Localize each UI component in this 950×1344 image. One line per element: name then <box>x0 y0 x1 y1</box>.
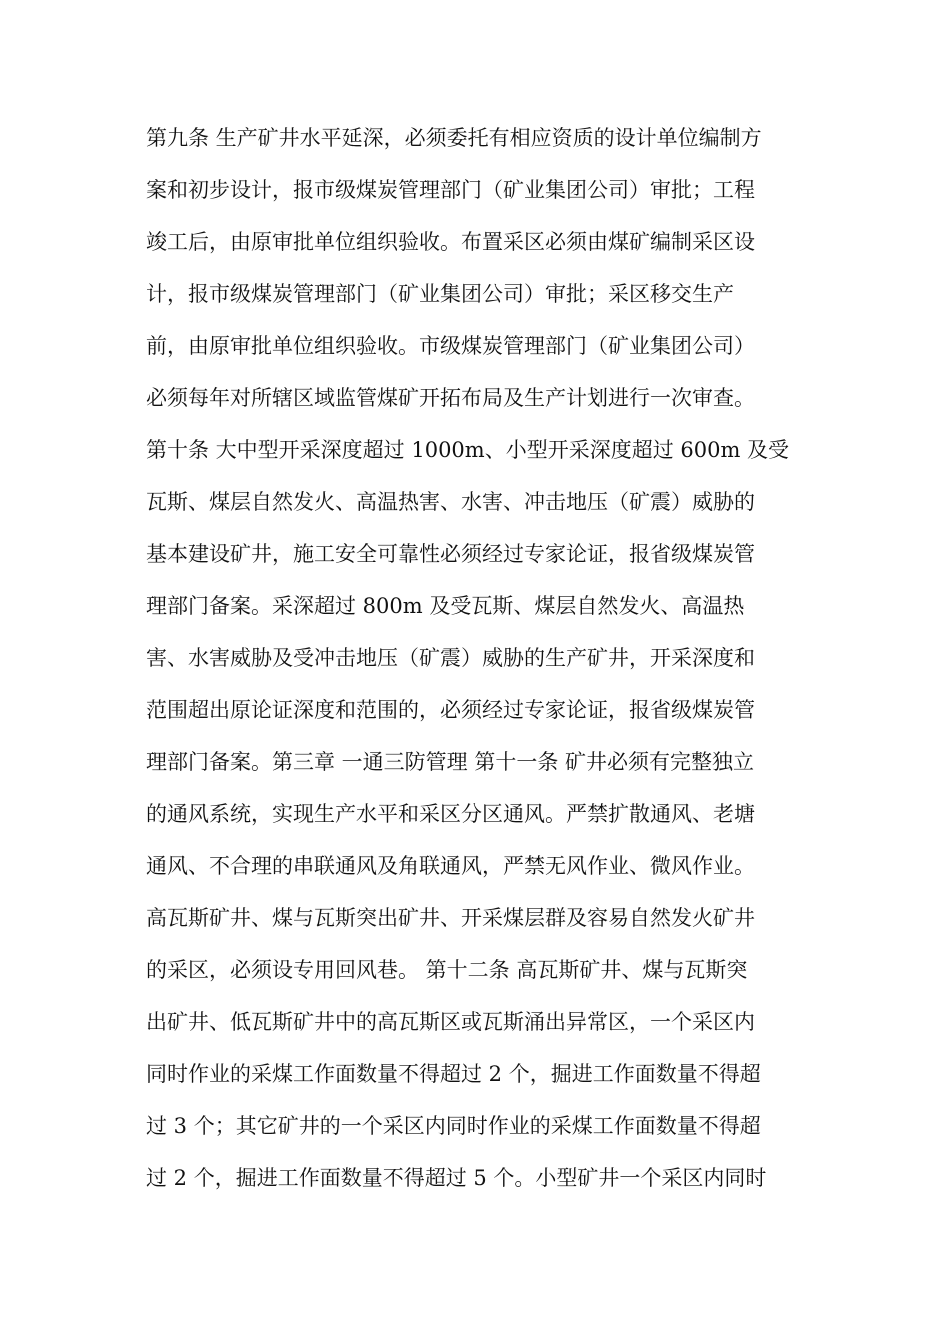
text-line: 竣工后，由原审批单位组织验收。布置采区必须由煤矿编制采区设 <box>146 230 755 254</box>
document-body <box>146 120 826 1212</box>
text-line: 害、水害威胁及受冲击地压（矿震）威胁的生产矿井，开采深度和 <box>146 646 755 670</box>
text-line: 理部门备案。采深超过 800m 及受瓦斯、煤层自然发火、高温热 <box>146 594 745 618</box>
text-line: 同时作业的采煤工作面数量不得超过 2 个，掘进工作面数量不得超 <box>146 1062 761 1086</box>
text-line: 理部门备案。第三章 一通三防管理 第十一条 矿井必须有完整独立 <box>146 750 755 774</box>
text-line: 前，由原审批单位组织验收。市级煤炭管理部门（矿业集团公司） <box>146 334 755 358</box>
text-line: 第十条 大中型开采深度超过 1000m、小型开采深度超过 600m 及受 <box>146 438 790 462</box>
text-line: 的通风系统，实现生产水平和采区分区通风。严禁扩散通风、老塘 <box>146 802 755 826</box>
text-line: 通风、不合理的串联通风及角联通风，严禁无风作业、微风作业。 <box>146 854 755 878</box>
text-line: 瓦斯、煤层自然发火、高温热害、水害、冲击地压（矿震）威胁的 <box>146 490 755 514</box>
text-line: 计，报市级煤炭管理部门（矿业集团公司）审批；采区移交生产 <box>146 282 734 306</box>
text-line: 范围超出原论证深度和范围的，必须经过专家论证，报省级煤炭管 <box>146 698 755 722</box>
text-line: 案和初步设计，报市级煤炭管理部门（矿业集团公司）审批；工程 <box>146 178 755 202</box>
text-line: 必须每年对所辖区域监管煤矿开拓布局及生产计划进行一次审查。 <box>146 386 755 410</box>
text-line: 第九条 生产矿井水平延深，必须委托有相应资质的设计单位编制方 <box>146 126 762 150</box>
text-line: 高瓦斯矿井、煤与瓦斯突出矿井、开采煤层群及容易自然发火矿井 <box>146 906 755 930</box>
text-line: 出矿井、低瓦斯矿井中的高瓦斯区或瓦斯涌出异常区，一个采区内 <box>146 1010 755 1034</box>
text-line: 的采区，必须设专用回风巷。 第十二条 高瓦斯矿井、煤与瓦斯突 <box>146 958 748 982</box>
text-line: 过 3 个；其它矿井的一个采区内同时作业的采煤工作面数量不得超 <box>146 1114 761 1138</box>
text-line: 过 2 个，掘进工作面数量不得超过 5 个。小型矿井一个采区内同时 <box>146 1166 767 1190</box>
text-line: 基本建设矿井，施工安全可靠性必须经过专家论证，报省级煤炭管 <box>146 542 755 566</box>
